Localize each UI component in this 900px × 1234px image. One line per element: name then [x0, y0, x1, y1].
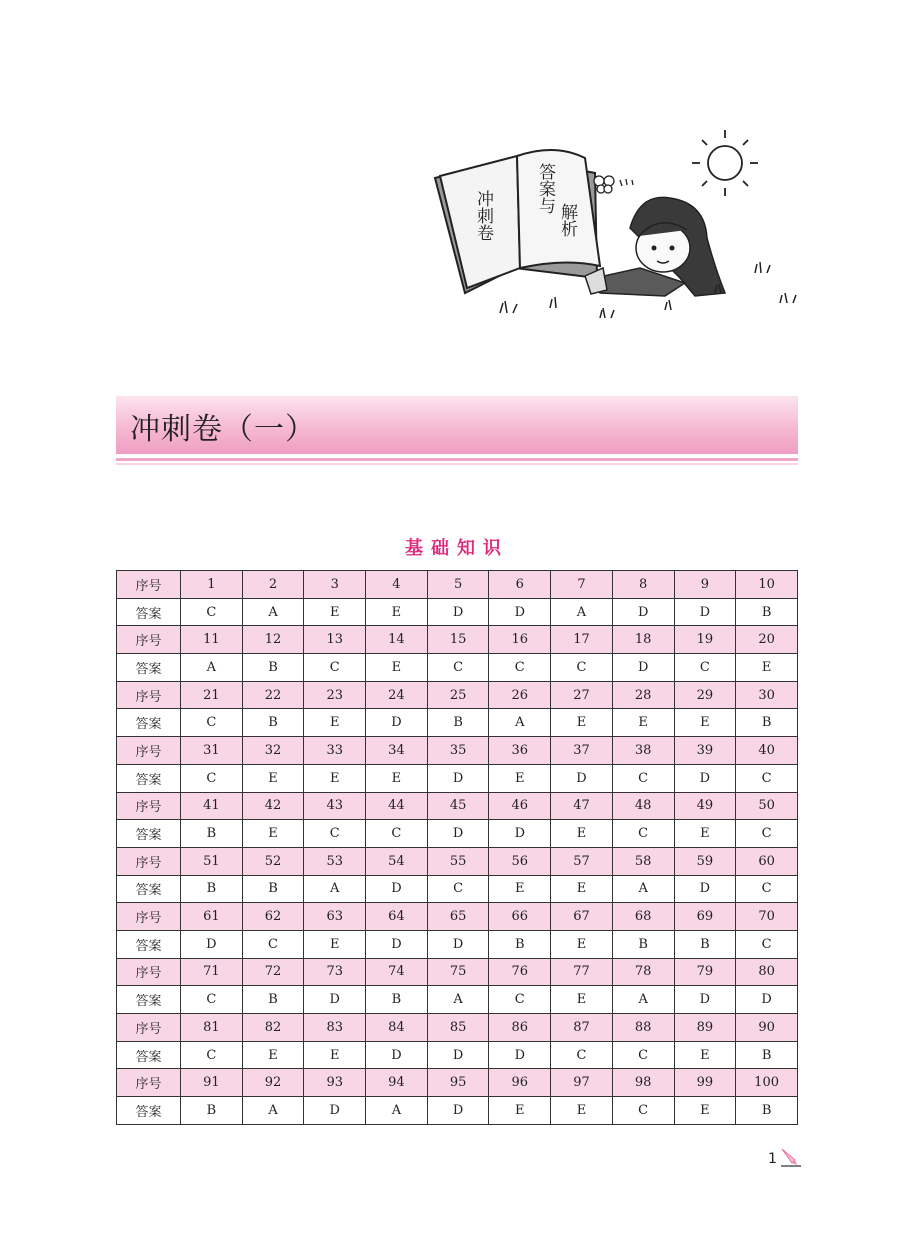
question-number-cell: 1: [181, 571, 243, 599]
pencil-icon: [779, 1146, 803, 1168]
question-number-cell: 24: [366, 681, 428, 709]
question-number-row: [117, 903, 798, 931]
question-number-cell: 58: [612, 847, 674, 875]
row-label: 答案: [117, 1097, 181, 1125]
question-number-cell: 53: [304, 847, 366, 875]
answer-cell: C: [427, 654, 489, 682]
question-number-cell: 51: [181, 847, 243, 875]
question-number-cell: 77: [551, 958, 613, 986]
question-number-cell: 69: [674, 903, 736, 931]
question-number-cell: 50: [736, 792, 798, 820]
question-number-cell: 80: [736, 958, 798, 986]
answer-cell: C: [489, 986, 551, 1014]
question-number-cell: 91: [181, 1069, 243, 1097]
answer-row: [117, 764, 798, 792]
answer-cell: D: [489, 1041, 551, 1069]
row-label: 序号: [117, 681, 181, 709]
question-number-cell: 82: [242, 1014, 304, 1042]
answer-row: [117, 875, 798, 903]
answer-cell: E: [674, 709, 736, 737]
answer-row: [117, 598, 798, 626]
question-number-cell: 85: [427, 1014, 489, 1042]
row-label: 序号: [117, 847, 181, 875]
answer-cell: E: [551, 986, 613, 1014]
question-number-cell: 76: [489, 958, 551, 986]
question-number-cell: 26: [489, 681, 551, 709]
answer-cell: E: [304, 764, 366, 792]
row-label: 答案: [117, 875, 181, 903]
question-number-cell: 56: [489, 847, 551, 875]
answer-cell: E: [551, 820, 613, 848]
question-number-row: [117, 792, 798, 820]
answer-cell: E: [366, 598, 428, 626]
chapter-banner: [116, 396, 798, 454]
question-number-cell: 16: [489, 626, 551, 654]
question-number-cell: 15: [427, 626, 489, 654]
answer-cell: A: [427, 986, 489, 1014]
answer-cell: C: [736, 820, 798, 848]
row-label: 序号: [117, 903, 181, 931]
answer-cell: D: [304, 1097, 366, 1125]
answer-cell: D: [366, 1041, 428, 1069]
question-number-cell: 87: [551, 1014, 613, 1042]
answer-row: [117, 986, 798, 1014]
question-number-cell: 67: [551, 903, 613, 931]
question-number-cell: 34: [366, 737, 428, 765]
question-number-cell: 90: [736, 1014, 798, 1042]
answer-cell: A: [304, 875, 366, 903]
question-number-cell: 92: [242, 1069, 304, 1097]
answer-row: [117, 820, 798, 848]
question-number-cell: 20: [736, 626, 798, 654]
question-number-cell: 38: [612, 737, 674, 765]
answer-cell: A: [551, 598, 613, 626]
row-label: 序号: [117, 1014, 181, 1042]
answer-cell: A: [489, 709, 551, 737]
question-number-cell: 88: [612, 1014, 674, 1042]
question-number-cell: 52: [242, 847, 304, 875]
question-number-cell: 48: [612, 792, 674, 820]
answer-cell: B: [736, 598, 798, 626]
section-title: 基础知识: [405, 538, 509, 559]
question-number-row: [117, 626, 798, 654]
page-number: 1: [768, 1151, 777, 1167]
row-label: 答案: [117, 654, 181, 682]
question-number-cell: 14: [366, 626, 428, 654]
question-number-cell: 41: [181, 792, 243, 820]
answer-cell: A: [181, 654, 243, 682]
answer-cell: E: [674, 820, 736, 848]
question-number-cell: 73: [304, 958, 366, 986]
question-number-cell: 13: [304, 626, 366, 654]
answer-cell: B: [181, 820, 243, 848]
answer-cell: B: [736, 709, 798, 737]
answer-cell: C: [304, 820, 366, 848]
question-number-row: [117, 737, 798, 765]
girl-icon: [585, 197, 725, 296]
question-number-cell: 55: [427, 847, 489, 875]
answer-cell: E: [551, 1097, 613, 1125]
answer-cell: C: [612, 1097, 674, 1125]
row-label: 序号: [117, 958, 181, 986]
answer-cell: C: [242, 930, 304, 958]
question-number-cell: 28: [612, 681, 674, 709]
question-number-cell: 89: [674, 1014, 736, 1042]
question-number-cell: 30: [736, 681, 798, 709]
question-number-cell: 66: [489, 903, 551, 931]
question-number-cell: 57: [551, 847, 613, 875]
answer-cell: D: [551, 764, 613, 792]
question-number-cell: 100: [736, 1069, 798, 1097]
question-number-cell: 19: [674, 626, 736, 654]
answer-cell: C: [736, 764, 798, 792]
question-number-cell: 79: [674, 958, 736, 986]
answer-cell: E: [304, 598, 366, 626]
question-number-cell: 70: [736, 903, 798, 931]
answer-cell: A: [242, 598, 304, 626]
answer-cell: B: [242, 709, 304, 737]
row-label: 答案: [117, 986, 181, 1014]
answer-cell: C: [181, 764, 243, 792]
question-number-cell: 8: [612, 571, 674, 599]
answer-cell: D: [612, 598, 674, 626]
answer-cell: D: [427, 930, 489, 958]
book-left-text: 冲刺卷: [473, 190, 493, 241]
answer-cell: A: [366, 1097, 428, 1125]
question-number-cell: 60: [736, 847, 798, 875]
question-number-cell: 47: [551, 792, 613, 820]
answer-cell: C: [612, 764, 674, 792]
answer-cell: D: [489, 598, 551, 626]
answer-cell: E: [674, 1097, 736, 1125]
question-number-cell: 54: [366, 847, 428, 875]
answer-cell: D: [181, 930, 243, 958]
answer-cell: C: [736, 930, 798, 958]
answer-cell: E: [242, 764, 304, 792]
book-right-text-col1: 答案与: [535, 163, 555, 214]
question-number-cell: 95: [427, 1069, 489, 1097]
answer-cell: C: [366, 820, 428, 848]
answer-cell: D: [674, 986, 736, 1014]
answer-cell: C: [489, 654, 551, 682]
answer-cell: E: [489, 1097, 551, 1125]
answer-cell: B: [489, 930, 551, 958]
row-label: 序号: [117, 792, 181, 820]
answer-cell: B: [736, 1097, 798, 1125]
question-number-cell: 97: [551, 1069, 613, 1097]
answer-cell: D: [304, 986, 366, 1014]
question-number-cell: 64: [366, 903, 428, 931]
answer-cell: B: [736, 1041, 798, 1069]
row-label: 答案: [117, 1041, 181, 1069]
row-label: 序号: [117, 737, 181, 765]
answer-cell: D: [427, 764, 489, 792]
answer-cell: C: [736, 875, 798, 903]
question-number-cell: 7: [551, 571, 613, 599]
answer-cell: E: [489, 764, 551, 792]
answer-cell: A: [242, 1097, 304, 1125]
answer-cell: E: [304, 1041, 366, 1069]
answer-row: [117, 709, 798, 737]
question-number-cell: 5: [427, 571, 489, 599]
banner-divider: [116, 458, 798, 461]
question-number-cell: 65: [427, 903, 489, 931]
question-number-row: [117, 571, 798, 599]
answer-cell: B: [242, 875, 304, 903]
row-label: 答案: [117, 598, 181, 626]
answer-cell: D: [674, 598, 736, 626]
question-number-cell: 32: [242, 737, 304, 765]
question-number-cell: 37: [551, 737, 613, 765]
answer-cell: D: [427, 1097, 489, 1125]
answer-cell: E: [242, 1041, 304, 1069]
question-number-cell: 22: [242, 681, 304, 709]
answer-cell: A: [612, 986, 674, 1014]
answer-cell: E: [551, 709, 613, 737]
butterfly-icon: [594, 176, 633, 193]
answer-cell: E: [551, 930, 613, 958]
row-label: 答案: [117, 764, 181, 792]
question-number-cell: 6: [489, 571, 551, 599]
row-label: 序号: [117, 571, 181, 599]
question-number-cell: 9: [674, 571, 736, 599]
question-number-cell: 29: [674, 681, 736, 709]
answer-cell: C: [181, 986, 243, 1014]
answer-cell: E: [366, 764, 428, 792]
question-number-cell: 86: [489, 1014, 551, 1042]
question-number-cell: 99: [674, 1069, 736, 1097]
question-number-cell: 17: [551, 626, 613, 654]
question-number-cell: 25: [427, 681, 489, 709]
question-number-cell: 46: [489, 792, 551, 820]
question-number-cell: 11: [181, 626, 243, 654]
question-number-cell: 4: [366, 571, 428, 599]
question-number-cell: 42: [242, 792, 304, 820]
answer-cell: D: [612, 654, 674, 682]
answer-cell: B: [242, 654, 304, 682]
question-number-row: [117, 681, 798, 709]
answer-cell: D: [427, 820, 489, 848]
answer-cell: D: [489, 820, 551, 848]
answer-row: [117, 930, 798, 958]
question-number-cell: 21: [181, 681, 243, 709]
question-number-cell: 45: [427, 792, 489, 820]
question-number-cell: 59: [674, 847, 736, 875]
answer-table: [116, 570, 798, 1125]
question-number-cell: 31: [181, 737, 243, 765]
answer-cell: B: [612, 930, 674, 958]
answer-cell: E: [612, 709, 674, 737]
question-number-cell: 40: [736, 737, 798, 765]
answer-cell: B: [366, 986, 428, 1014]
book-right-text-col2: 解析: [557, 203, 577, 237]
sun-icon: [692, 130, 758, 196]
question-number-cell: 94: [366, 1069, 428, 1097]
answer-cell: D: [366, 709, 428, 737]
answer-cell: E: [736, 654, 798, 682]
answer-cell: C: [612, 1041, 674, 1069]
answer-cell: C: [612, 820, 674, 848]
answer-cell: C: [181, 598, 243, 626]
question-number-cell: 36: [489, 737, 551, 765]
question-number-cell: 18: [612, 626, 674, 654]
answer-cell: D: [366, 930, 428, 958]
chapter-title: 冲刺卷（一）: [130, 412, 316, 447]
answer-cell: D: [674, 764, 736, 792]
answer-cell: D: [736, 986, 798, 1014]
question-number-cell: 63: [304, 903, 366, 931]
question-number-cell: 12: [242, 626, 304, 654]
answer-cell: C: [304, 654, 366, 682]
row-label: 答案: [117, 709, 181, 737]
answer-row: [117, 654, 798, 682]
answer-cell: D: [427, 1041, 489, 1069]
answer-cell: B: [181, 875, 243, 903]
question-number-cell: 74: [366, 958, 428, 986]
answer-cell: C: [551, 654, 613, 682]
answer-cell: C: [181, 1041, 243, 1069]
question-number-cell: 33: [304, 737, 366, 765]
question-number-cell: 39: [674, 737, 736, 765]
answer-cell: B: [674, 930, 736, 958]
question-number-cell: 10: [736, 571, 798, 599]
question-number-row: [117, 1069, 798, 1097]
question-number-cell: 61: [181, 903, 243, 931]
answer-cell: B: [181, 1097, 243, 1125]
question-number-cell: 62: [242, 903, 304, 931]
question-number-cell: 2: [242, 571, 304, 599]
open-book-icon: [435, 150, 600, 293]
question-number-cell: 96: [489, 1069, 551, 1097]
answer-cell: E: [674, 1041, 736, 1069]
question-number-cell: 27: [551, 681, 613, 709]
question-number-row: [117, 958, 798, 986]
row-label: 答案: [117, 930, 181, 958]
question-number-cell: 23: [304, 681, 366, 709]
answer-cell: D: [366, 875, 428, 903]
question-number-cell: 98: [612, 1069, 674, 1097]
answer-cell: B: [242, 986, 304, 1014]
answer-cell: E: [489, 875, 551, 903]
question-number-cell: 75: [427, 958, 489, 986]
question-number-cell: 83: [304, 1014, 366, 1042]
answer-cell: C: [674, 654, 736, 682]
answer-row: [117, 1041, 798, 1069]
row-label: 序号: [117, 626, 181, 654]
question-number-cell: 93: [304, 1069, 366, 1097]
question-number-cell: 71: [181, 958, 243, 986]
answer-cell: B: [427, 709, 489, 737]
answer-cell: C: [551, 1041, 613, 1069]
cartoon-illustration: [425, 118, 805, 328]
row-label: 答案: [117, 820, 181, 848]
question-number-cell: 81: [181, 1014, 243, 1042]
row-label: 序号: [117, 1069, 181, 1097]
question-number-cell: 68: [612, 903, 674, 931]
question-number-cell: 78: [612, 958, 674, 986]
banner-divider-light: [116, 463, 798, 465]
answer-cell: E: [304, 930, 366, 958]
answer-cell: E: [551, 875, 613, 903]
answer-cell: C: [427, 875, 489, 903]
answer-cell: A: [612, 875, 674, 903]
answer-cell: E: [242, 820, 304, 848]
answer-cell: C: [181, 709, 243, 737]
question-number-cell: 84: [366, 1014, 428, 1042]
question-number-cell: 49: [674, 792, 736, 820]
question-number-cell: 44: [366, 792, 428, 820]
answer-cell: D: [427, 598, 489, 626]
question-number-row: [117, 847, 798, 875]
question-number-cell: 3: [304, 571, 366, 599]
answer-cell: D: [674, 875, 736, 903]
answer-row: [117, 1097, 798, 1125]
question-number-cell: 43: [304, 792, 366, 820]
answer-cell: E: [366, 654, 428, 682]
answer-cell: E: [304, 709, 366, 737]
question-number-row: [117, 1014, 798, 1042]
question-number-cell: 72: [242, 958, 304, 986]
question-number-cell: 35: [427, 737, 489, 765]
